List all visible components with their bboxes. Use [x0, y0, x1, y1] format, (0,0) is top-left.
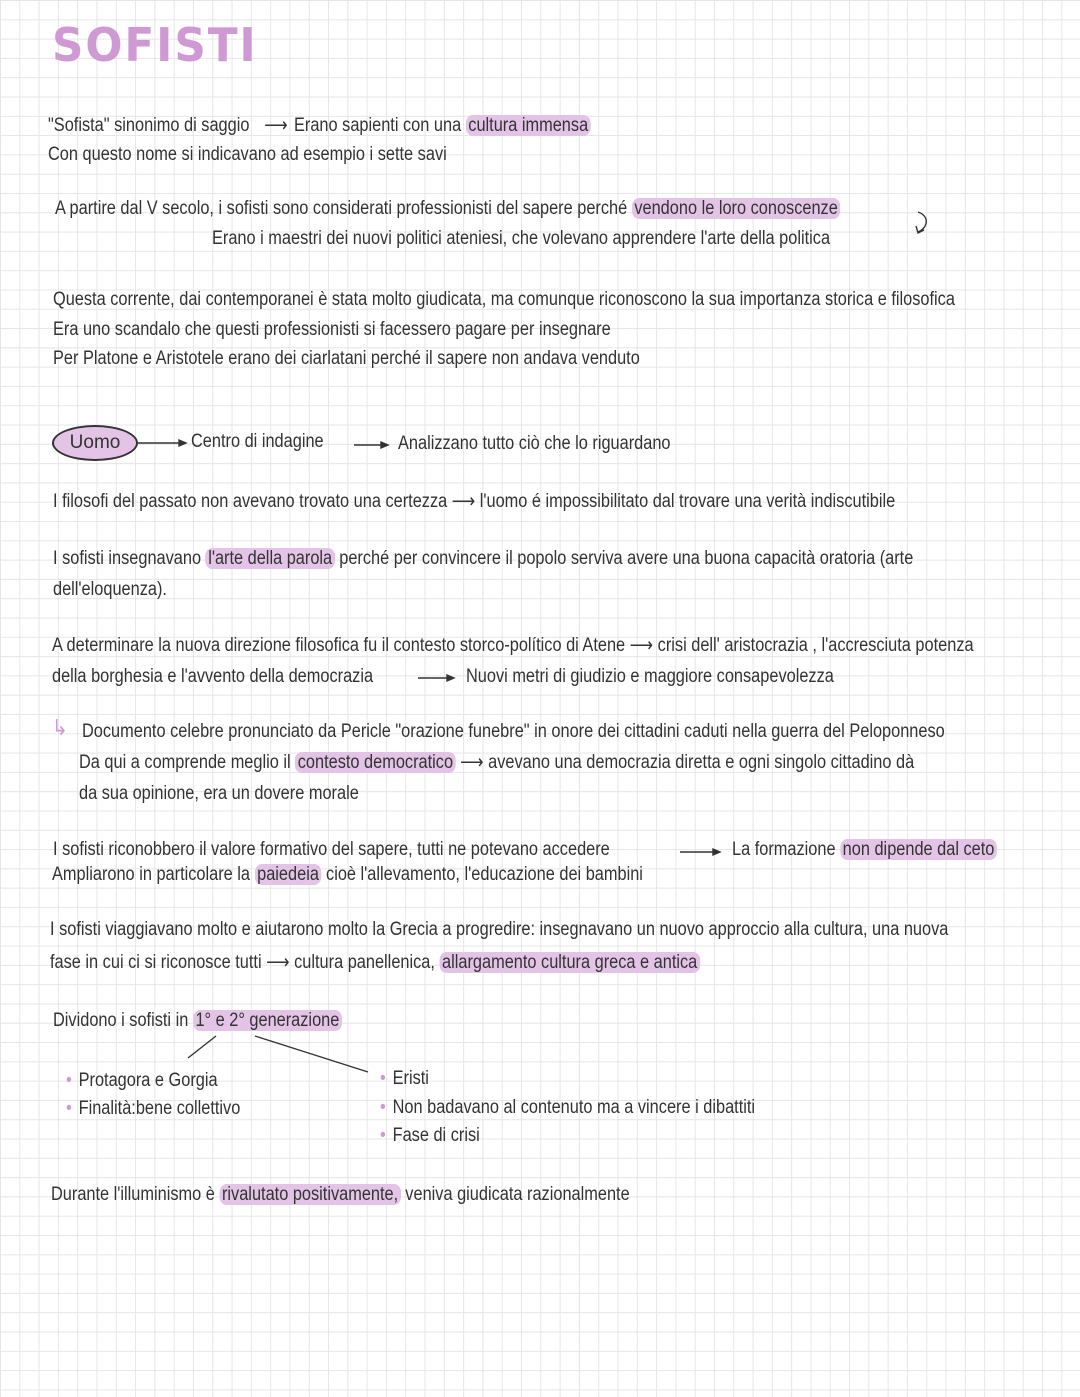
highlight-vendono: vendono le loro conoscenze [632, 198, 841, 219]
highlight-ceto: non dipende dal ceto [840, 839, 997, 860]
formative-text-2a: Ampliarono in particolare la [52, 864, 251, 885]
arrow-icon: ⟶ [266, 952, 290, 973]
period-line-2: Erano i maestri dei nuovi politici ateniesi, che volevano apprendere l'arte della politica [212, 228, 831, 249]
borghesia-arrow-head [447, 675, 454, 681]
second-gen-text: Fase di crisi [392, 1125, 480, 1146]
context-line-2a: della borghesia e l'avvento della democrazia [52, 666, 374, 687]
arrow-icon: ⟶ [629, 635, 654, 656]
pericle-line-3: da sua opinione, era un dovere morale [79, 783, 359, 804]
enlightenment-text-b: veniva giudicata razionalmente [405, 1184, 630, 1205]
context-text-a: A determinare la nuova direzione filosofica fu il contesto storco-político di Atene [52, 635, 626, 656]
pericle-line-1: Documento celebre pronunciato da Pericle "orazione funebre" in onore dei cittadini caduti nella guerra del Peloponneso [82, 721, 945, 742]
judgement-line-1: Questa corrente, dai contemporanei è stata molto giudicata, ma comunque riconoscono la sua importanza storica e filosofica [53, 289, 955, 310]
enlightenment-text-a: Durante l'illuminismo è [51, 1184, 215, 1205]
bullet-icon: • [66, 1098, 72, 1119]
bullet-icon: • [66, 1070, 72, 1091]
formative-line-1a: I sofisti riconobbero il valore formativo del sapere, tutti ne potevano accedere [53, 839, 610, 860]
intro-text-b: Erano sapienti con una [294, 115, 462, 136]
second-gen-text: Eristi [392, 1068, 429, 1089]
arrow-icon: ⟶ [451, 491, 476, 512]
page-title: SOFISTI [52, 18, 258, 72]
formative-text-b: La formazione [732, 839, 836, 860]
highlight-rivalutato: rivalutato positivamente, [219, 1184, 400, 1205]
branch-right-line [255, 1036, 368, 1072]
context-line-2b: Nuovi metri di giudizio e maggiore consapevolezza [466, 666, 834, 687]
word-line-2: dell'eloquenza). [53, 579, 167, 600]
branch-left-line [188, 1036, 216, 1058]
travel-line-1: I sofisti viaggiavano molto e aiutarono molto la Grecia a progredire: insegnavano un nuovo approccio alla cultura, una nuova [50, 919, 949, 940]
curly-arrow-icon [916, 212, 926, 233]
uomo-label: Uomo [69, 432, 121, 453]
past-text-b: l'uomo é impossibilitato dal trovare una verità indiscutibile [479, 491, 896, 512]
corner-arrow-icon: ↳ [52, 715, 68, 740]
centro-indagine: Centro di indagine [191, 431, 324, 452]
past-text-a: I filosofi del passato non avevano trovato una certezza [53, 491, 448, 512]
highlight-cultura: cultura immensa [466, 115, 591, 136]
pericle-text-b: avevano una democrazia diretta e ogni singolo cittadino dà [488, 752, 915, 773]
bullet-icon: • [380, 1097, 386, 1118]
highlight-arte-parola: l'arte della parola [206, 548, 335, 569]
context-text-b: crisi dell' aristocrazia , l'accresciuta potenza [657, 635, 974, 656]
pericle-text-a: Da qui a comprende meglio il [79, 752, 291, 773]
word-text-a: I sofisti insegnavano [53, 548, 202, 569]
analizzano: Analizzano tutto ciò che lo riguardano [398, 433, 671, 454]
arrow-icon: ⟶ [264, 115, 288, 136]
judgement-line-3: Per Platone e Aristotele erano dei ciarlatani perché il sapere non andava venduto [53, 348, 640, 369]
travel-text-a: fase in cui ci si riconosce tutti [50, 952, 262, 973]
bullet-icon: • [380, 1068, 386, 1089]
highlight-allargamento: allargamento cultura greca e antica [439, 952, 699, 973]
highlight-contesto: contesto democratico [295, 752, 455, 773]
uomo-arrow-head [179, 440, 186, 446]
travel-text-b: cultura panellenica, [294, 952, 435, 973]
word-text-b: perché per convincere il popolo serviva avere una buona capacità oratoria (arte [339, 548, 914, 569]
generations-text: Dividono i sofisti in [53, 1010, 189, 1031]
arrow-icon: ⟶ [460, 752, 484, 773]
period-text-a: A partire dal V secolo, i sofisti sono considerati professionisti del sapere perché [55, 198, 628, 219]
intro-line-2: Con questo nome si indicavano ad esempio i sette savi [48, 144, 447, 165]
first-gen-text: Protagora e Gorgia [78, 1070, 218, 1091]
formative-text-2b: cioè l'allevamento, l'educazione dei bambini [326, 864, 643, 885]
bullet-icon: • [380, 1125, 386, 1146]
highlight-paiedeia: paiedeia [255, 864, 322, 885]
centro-arrow-head [381, 442, 388, 448]
formazione-arrow-head [713, 849, 720, 855]
intro-text-a: "Sofista" sinonimo di saggio [48, 115, 250, 136]
judgement-line-2: Era uno scandalo che questi professionisti si facessero pagare per insegnare [53, 319, 611, 340]
highlight-generazione: 1° e 2° generazione [193, 1010, 342, 1031]
second-gen-text: Non badavano al contenuto ma a vincere i dibattiti [392, 1097, 756, 1118]
first-gen-text: Finalità:bene collettivo [78, 1098, 241, 1119]
